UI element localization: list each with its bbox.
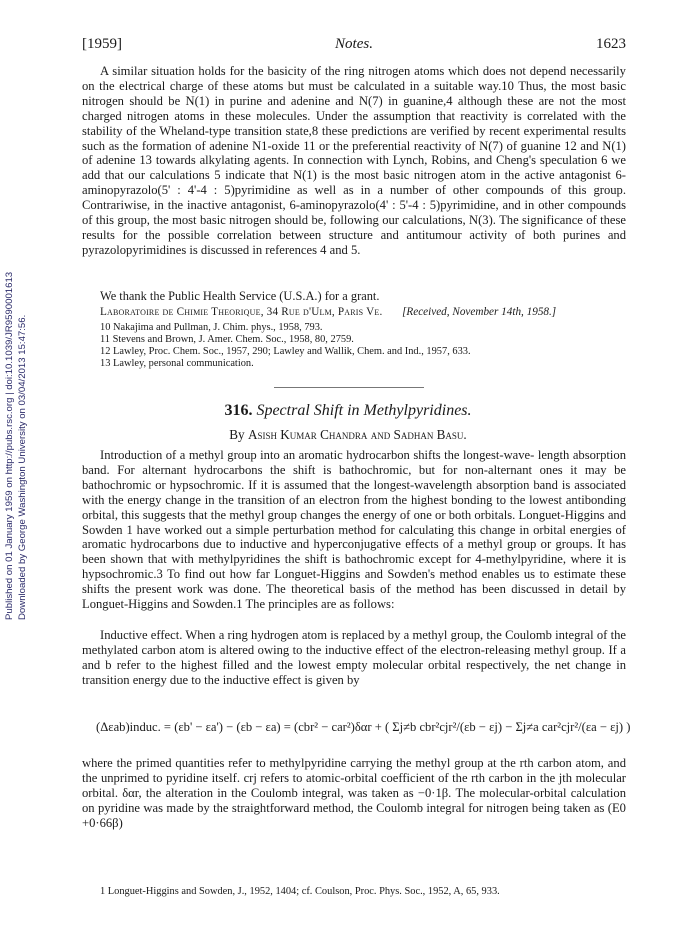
- lab-address-line: [100, 306, 630, 318]
- watermark-published-line[interactable]: Published on 01 January 1959 on http://pubs.rsc.org | doi:10.1039/JR9590001613: [4, 271, 15, 620]
- reference-item: 12 Lawley, Proc. Chem. Soc., 1957, 290; Lawley and Wallik, Chem. and Ind., 1957, 633.: [100, 346, 471, 358]
- watermark-download-line: Downloaded by George Washington University on 03/04/2013 15:47:56.: [17, 314, 28, 620]
- continuation-text: A similar situation holds for the basicity of the ring nitrogen atoms which does not depend necessarily on the electrical charge of these atoms but must be calculated in a suitable way.10 Thus, the most basic nitrogen should be N(1) in purine and adenine and N(7) in guanine,4 although these are not the most charged nitrogen atoms in these molecules. Under the assumption that reactivity is correlated with the stability of the Wheland-type transition state,8 these predictions are verified by recent experimental results such as the formation of adenine N1-oxide 11 or the preferential reactivity of N(7) of guanine 12 and N(1) of adenine 13 towards alkylating agents. In connection with Lynch, Robins, and Cheng's speculation 6 we add that our calculations 5 indicate that N(1) is the most basic nitrogen atom in the active antagonist 6-aminopyrazolo(5' : 4'-4 : 5)pyrimidine as well as in a number of other compounds of this group. Contrariwise, in the inactive antagonist, 6-aminopyrazolo(4' : 5'-4 : 5)pyrimidine, and in other compounds of this group, the most basic nitrogen should be, following our calculations, N(3). The significance of these results for the possible correlation between structure and antitumour activity of both purines and pyrazolopyrimidines is discussed in references 4 and 5.: [82, 64, 627, 257]
- introduction-text: Introduction of a methyl group into an aromatic hydrocarbon shifts the longest-wave- length absorption band. For alternant hydrocarbons the shift is bathochromic, but for non-alternant ones it may be bathochromic or hypsochromic. If it is assumed that the longest-wavelength absorption band is associated with the energy change in the transition of an electron from the highest bonding to the lowest antibonding orbital, this suggests that the methyl group changes the energy of one or both orbitals. Longuet-Higgins and Sowden 1 have worked out a simple perturbation method for calculating this change in orbital energies of aromatic hydrocarbons due to inductive and hyperconjugative effects of a methyl group or groups. It has been shown that with methylpyridines the shift is bathochromic except for 4-methylpyridine, where it is hypsochromic.3 To find out how far Longuet-Higgins and Sowden's method enables us to estimate these shifts the present work was done. The theoretical basis of the method has been discussed in detail by Longuet-Higgins and Sowden.1 The principles are as follows:: [82, 448, 627, 612]
- continuation-paragraph: [82, 64, 626, 258]
- article-number: 316.: [224, 402, 253, 419]
- header-page-number: 1623: [596, 36, 626, 52]
- section-divider: [274, 387, 424, 388]
- lab-address: Laboratoire de Chimie Theorique, 34 Rue d'Ulm, Paris Ve.: [100, 306, 383, 318]
- after-equation-text: where the primed quantities refer to methylpyridine carrying the methyl group at the rth carbon atom, and the unprimed to pyridine itself. crj refers to atomic-orbital coefficient of the rth carbon in the jth molecular orbital. δαr, the alteration in the Coulomb integral, was taken as −0·1β. The molecular-orbital calculation on pyridine was made by the straightforward method, the Coulomb integral for nitrogen being taken as (E0 +0·66β): [82, 756, 626, 830]
- reference-list: [100, 322, 630, 370]
- inductive-effect-text: Inductive effect. When a ring hydrogen atom is replaced by a methyl group, the Coulomb integral of the methylated carbon atom is altered owing to the inductive effect of the electron-releasing methyl group. If a and b refer to the highest filled and the lowest empty molecular orbital respectively, the net change in transition energy due to the inductive effect is given by: [82, 628, 626, 687]
- after-equation-paragraph: [82, 756, 626, 831]
- introduction-paragraph: [82, 448, 626, 612]
- reference-item: 11 Stevens and Brown, J. Amer. Chem. Soc., 1958, 80, 2759.: [100, 334, 354, 346]
- acknowledgement: We thank the Public Health Service (U.S.A.) for a grant.: [100, 289, 380, 303]
- reference-item: 13 Lawley, personal communication.: [100, 358, 254, 370]
- article-title-text: Spectral Shift in Methylpyridines.: [256, 402, 472, 419]
- article-title: [0, 402, 696, 420]
- authors-by: By: [229, 427, 245, 442]
- running-header: [82, 36, 626, 56]
- authors-names: Asish Kumar Chandra and Sadhan Basu.: [247, 427, 467, 442]
- received-date: [Received, November 14th, 1958.]: [402, 306, 557, 318]
- header-year: [1959]: [82, 36, 122, 52]
- reference-item: 10 Nakajima and Pullman, J. Chim. phys., 1958, 793.: [100, 322, 323, 333]
- article-authors: [0, 427, 696, 443]
- inductive-effect-paragraph: [82, 628, 626, 688]
- header-section: Notes.: [335, 36, 373, 52]
- inductive-effect-equation: (Δεab)induc. = (εb' − εa') − (εb − εa) = (cbr² − car²)δαr + ( Σj≠b cbr²cjr²/(εb − εj) − Σj≠a car²cjr²/(εa − εj) ): [96, 720, 631, 734]
- footnote: 1 Longuet-Higgins and Sowden, J., 1952, 1404; cf. Coulson, Proc. Phys. Soc., 1952, A, 65, 933.: [100, 886, 500, 897]
